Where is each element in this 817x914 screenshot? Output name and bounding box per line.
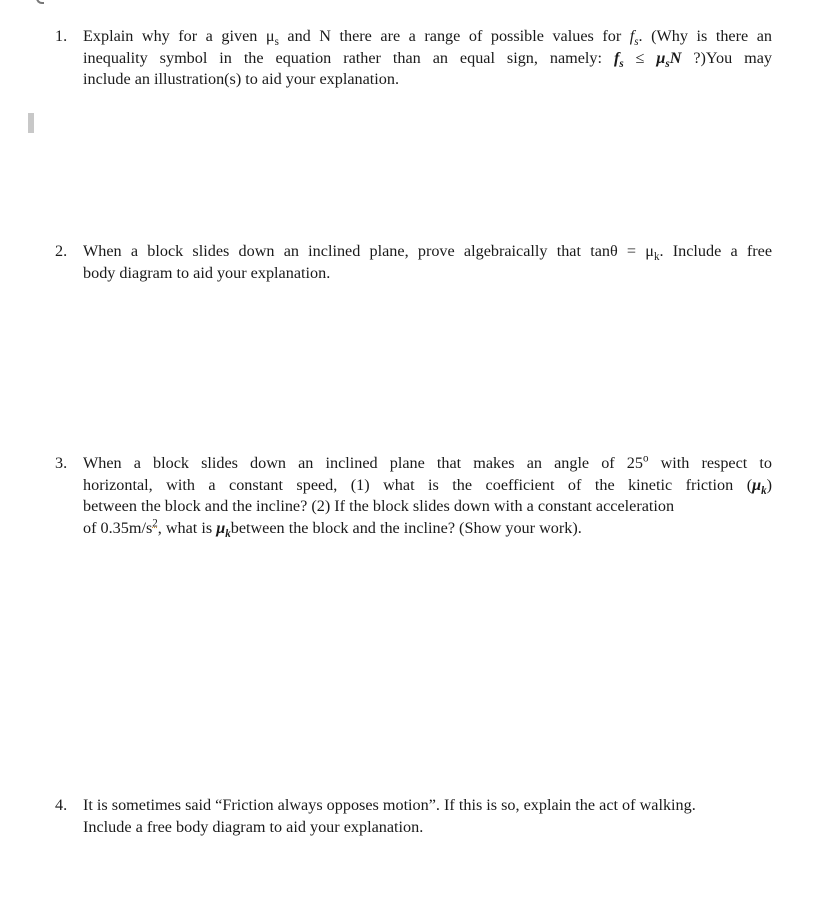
question-text (83, 241, 772, 284)
page-corner-mark (36, 0, 44, 4)
question-line (83, 26, 772, 48)
equation-symbol: μ (216, 518, 226, 537)
question-line (83, 518, 772, 540)
text-run: Explain why for a given μ (83, 27, 275, 45)
question-line: It is sometimes said “Friction always opposes motion”. If this is so, explain the act of walking. (83, 796, 696, 814)
equation-symbol: μ (656, 48, 666, 67)
subscript: k (653, 251, 660, 264)
superscript: o (642, 452, 649, 465)
text-run: When a block slides down an inclined plane, prove algebraically that tanθ = μ (83, 242, 654, 260)
question-line: Include a free body diagram to aid your explanation. (83, 817, 424, 836)
equation-symbol: ≤ (623, 48, 657, 67)
text-run: between the block and the incline? (Show your work). (230, 518, 582, 537)
subscript: s (274, 36, 279, 49)
question-text (83, 26, 772, 91)
text-run: , what is (157, 518, 217, 537)
question-2 (55, 241, 772, 284)
question-number: 1. (55, 27, 68, 45)
equation-symbol: μ (752, 475, 762, 494)
text-run: . (Why is there an (638, 27, 772, 45)
question-text (83, 453, 772, 539)
equation-symbol: N (669, 48, 682, 67)
superscript: 2 (152, 517, 158, 530)
text-run: ?)You may (681, 48, 772, 67)
question-4 (55, 795, 772, 838)
question-line: include an illustration(s) to aid your explanation. (83, 70, 400, 89)
italic-symbol: f (629, 27, 635, 45)
subscript: s (619, 57, 624, 70)
question-line: between the block and the incline? (2) If the block slides down with a constant acceleration (83, 497, 675, 516)
question-line (83, 453, 772, 475)
subscript: k (761, 484, 767, 497)
question-number: 3. (55, 454, 68, 472)
question-line (83, 475, 772, 497)
question-line (83, 48, 772, 70)
question-1 (55, 26, 772, 91)
text-run: ) (766, 475, 772, 494)
text-run: When a block slides down an inclined plane that makes an angle of 25 (83, 454, 643, 472)
text-run: inequality symbol in the equation rather than an equal sign, namely: (83, 48, 614, 67)
text-run: with respect to (648, 454, 772, 472)
text-run: of 0.35m/s (83, 518, 153, 537)
text-run: and N there are a range of possible values for (278, 27, 630, 45)
equation-symbol: f (613, 48, 620, 67)
question-text (83, 795, 772, 838)
text-run: . Include a free (659, 242, 773, 260)
question-number: 2. (55, 242, 68, 260)
subscript: s (634, 36, 639, 49)
subscript: s (665, 57, 670, 70)
subscript: k (225, 528, 231, 541)
question-number: 4. (55, 796, 68, 814)
question-3 (55, 453, 772, 539)
question-line (83, 241, 772, 263)
question-line: body diagram to aid your explanation. (83, 263, 331, 282)
text-cursor-marker (28, 113, 34, 133)
text-run: horizontal, with a constant speed, (1) what is the coefficient of the kinetic friction ( (83, 475, 753, 494)
